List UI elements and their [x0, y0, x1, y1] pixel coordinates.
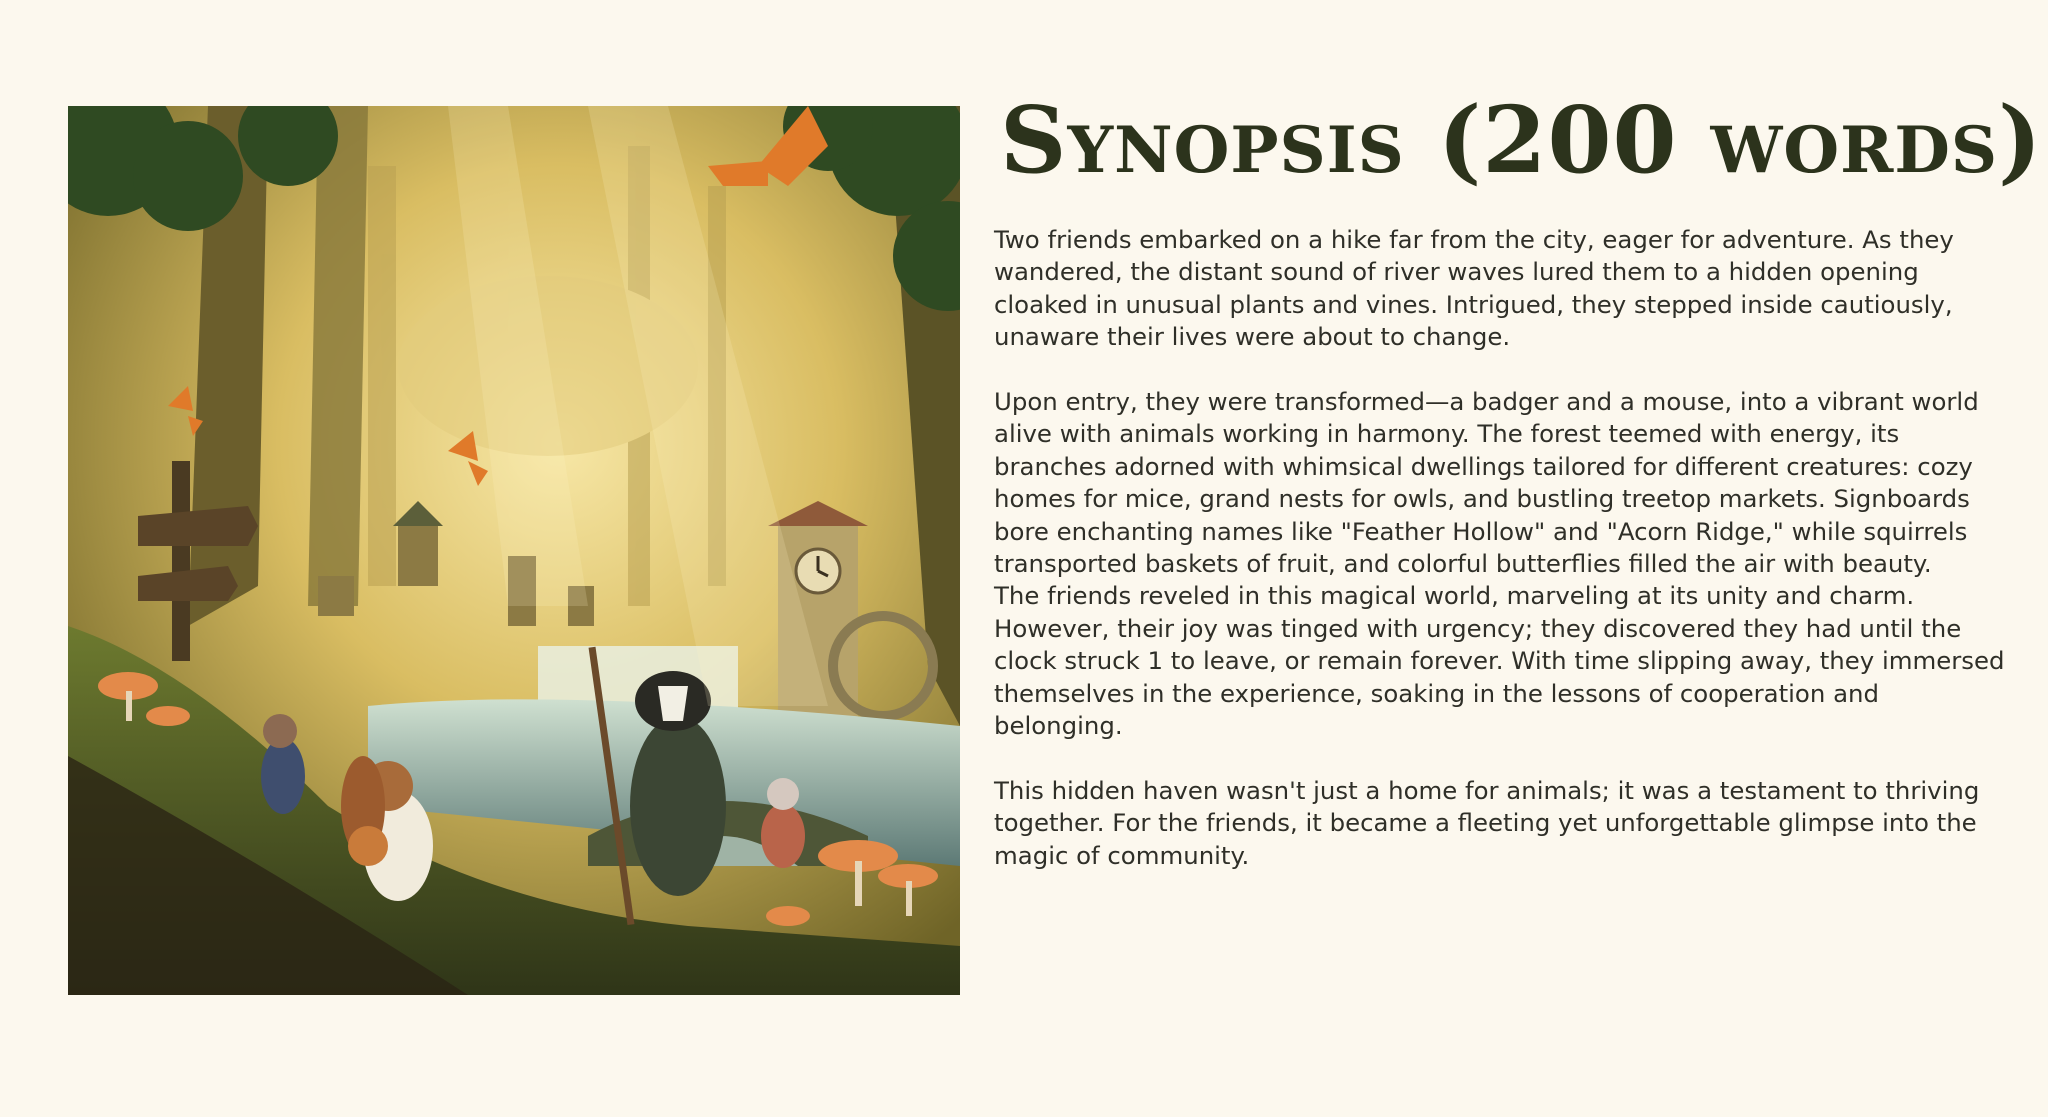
synopsis-paragraph-1: Two friends embarked on a hike far from the city, eager for adventure. As they wandered, the distant sound of river waves lured them to a hidden opening cloaked in unusual plants and vines. Intrigued, they stepped inside cautiously, unaware their lives were about to change.: [994, 225, 1954, 352]
page-title: Synopsis (200 words): [1000, 86, 2043, 194]
synopsis-paragraph-2: Upon entry, they were transformed—a badger and a mouse, into a vibrant world alive with animals working in harmony. The forest teemed with energy, its branches adorned with whimsical dwellings tailored for different creatures: cozy homes for mice, grand nests for owls, and bustling treetop markets. Signboards bore enchanting names like "Feather Hollow" and "Acorn Ridge," while squirrels transported baskets of fruit, and colorful butterflies filled the air with beauty. The friends reveled in this magical world, marveling at its unity and charm. However, their joy was tinged with urgency; they discovered they had until the clock struck 1 to leave, or remain forever. With time slipping away, they immersed themselves in the experience, soaking in the lessons of cooperation and belonging.: [994, 387, 2005, 741]
forest-scene-image: [68, 106, 960, 995]
synopsis-body: [994, 224, 2014, 904]
synopsis-paragraph-3: This hidden haven wasn't just a home for animals; it was a testament to thriving together. For the friends, it became a fleeting yet unforgettable glimpse into the magic of community.: [994, 775, 1980, 870]
forest-illustration: [68, 106, 960, 995]
